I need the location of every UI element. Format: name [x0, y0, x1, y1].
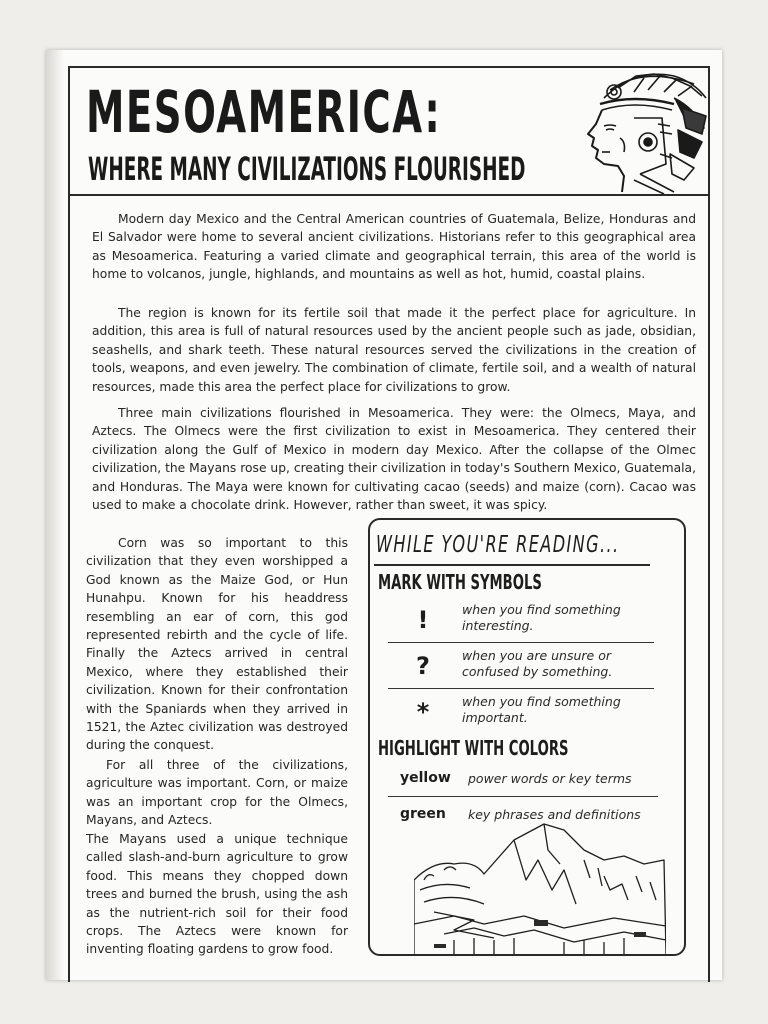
symbol-description: when you find something interesting. [462, 602, 621, 633]
aztec-warrior-portrait-icon [574, 68, 708, 194]
reading-guide-title: WHILE YOU'RE READING... [376, 532, 620, 558]
row-divider [388, 642, 654, 643]
asterisk-icon: * [416, 698, 430, 726]
civilizations-paragraph: Three main civilizations flourished in Mesoamerica. They were: the Olmecs, Maya, and Aztecs. The Olmecs were the first civilization to exist in Mesoamerica. They centered their civilization along the Gulf of Mexico in modern day Mexico. After the collapse of the Olmec civilization, the Mayans rose up, creating their civilization in today's Southern Mexico, Guatemala, and Honduras. The Maya were known for cultivating cacao (seeds) and maize (corn). Cacao was used to make a chocolate drink. However, rather than sweet, it was spicy. [92, 406, 696, 513]
exclamation-icon: ! [417, 606, 429, 634]
symbol-row-exclamation [388, 600, 654, 644]
symbol-description: when you find something important. [462, 694, 621, 725]
resources-paragraph: The region is known for its fertile soil that made it the perfect place for agriculture. In addition, this area is full of natural resources used by the ancient people such as jade, obsidian, seashells, and shark teeth. These natural resources served the civilizations in the creation of tools, weapons, and even jewelry. The combination of climate, fertile soil, and a wealth of natural resources, made this area the perfect place for civilizations to grow. [92, 306, 696, 394]
mountain-ruins-illustration-icon [414, 820, 666, 954]
symbol-row-asterisk [388, 692, 654, 736]
reading-guide-box [368, 518, 686, 956]
color-row-yellow [388, 766, 654, 796]
header [70, 68, 708, 196]
color-name: yellow [400, 770, 451, 786]
row-divider [388, 796, 658, 797]
symbol-row-question [388, 646, 654, 690]
page-subtitle: WHERE MANY CIVILIZATIONS FLOURISHED [88, 150, 526, 188]
page-shadow [46, 50, 64, 980]
page-title: MESOAMERICA: [86, 78, 442, 146]
title-divider [374, 564, 650, 566]
page-frame [68, 66, 710, 982]
agriculture-paragraph: For all three of the civilizations, agriculture was important. Corn, or maize was an important crop for the Olmecs, Mayans, and Aztecs. [86, 758, 348, 828]
worksheet-page [46, 50, 722, 980]
question-mark-icon: ? [416, 652, 430, 680]
colors-heading: HIGHLIGHT WITH COLORS [378, 736, 569, 760]
intro-paragraph: Modern day Mexico and the Central American countries of Guatemala, Belize, Honduras and El Salvador were home to several ancient civilizations. Historians refer to this geographical area as Mesoamerica. Featuring a varied climate and geographical terrain, this area of the world is home to volcanos, jungle, highlands, and mountains as well as hot, humid, coastal plains. [92, 212, 696, 282]
row-divider [388, 688, 654, 689]
symbols-heading: MARK WITH SYMBOLS [378, 570, 542, 594]
color-description: key phrases and definitions [468, 807, 641, 822]
corn-paragraph: Corn was so important to this civilization that they even worshipped a God known as the Maize God, or Hun Hunahpu. Known for his headdress resembling an ear of corn, this god represented rebirth and the cycle of life. Finally the Aztecs arrived in central Mexico, where they established their civilization. Known for their confrontation with the Spaniards when they arrived in 1521, the Aztec civilization was destroyed during the conquest. [86, 536, 348, 753]
symbol-description: when you are unsure or confused by something. [462, 648, 613, 679]
color-description: power words or key terms [468, 771, 632, 786]
color-name: green [400, 806, 446, 822]
farming-techniques-paragraph: The Mayans used a unique technique called slash-and-burn agriculture to grow food. This means they chopped down trees and burned the brush, using the ash as the nutrient-rich soil for their food crops. The Aztecs were known for inventing floating gardens to grow food. [86, 832, 348, 957]
